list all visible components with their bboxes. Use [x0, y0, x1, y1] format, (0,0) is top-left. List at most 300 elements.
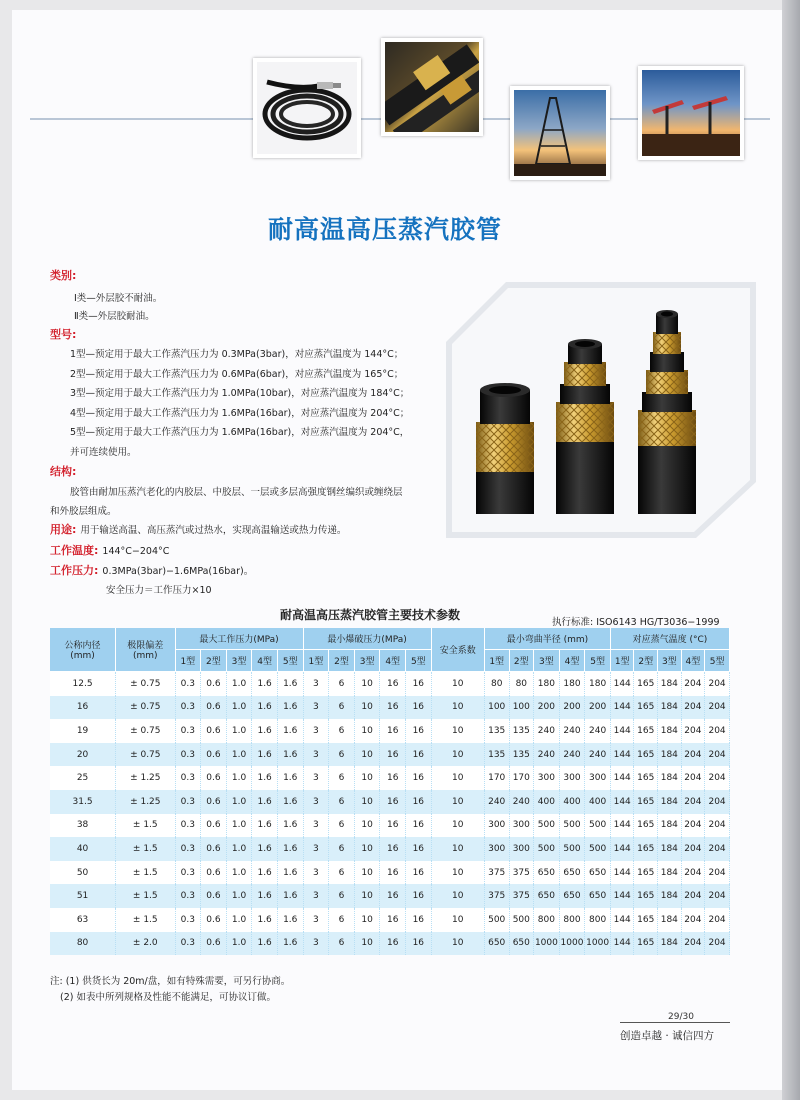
- category-item: Ⅱ类—外层胶耐油。: [74, 311, 155, 322]
- table-cell: 10: [431, 672, 484, 696]
- table-cell: 10: [354, 908, 380, 932]
- table-header-row: [50, 628, 730, 650]
- table-cell: 240: [484, 790, 509, 814]
- table-cell: 165: [634, 814, 658, 838]
- table-cell: 144: [610, 837, 634, 861]
- category-item: Ⅰ类—外层胶不耐油。: [74, 293, 163, 304]
- table-cell: 10: [354, 696, 380, 720]
- table-cell: 10: [431, 861, 484, 885]
- type-header: 3型: [226, 650, 252, 672]
- table-cell: 144: [610, 932, 634, 956]
- table-cell: 63: [50, 908, 116, 932]
- table-cell: 0.6: [201, 884, 227, 908]
- table-cell: 204: [705, 837, 730, 861]
- table-cell: 300: [484, 837, 509, 861]
- model-item: 5型—预定用于最大工作蒸汽压力为 1.6MPa(16bar)，对应蒸汽温度为 204°C，: [70, 427, 410, 438]
- table-cell: 0.3: [175, 719, 201, 743]
- type-header: 3型: [534, 650, 560, 672]
- table-cell: 50: [50, 861, 116, 885]
- table-cell: 135: [484, 743, 509, 767]
- model-item: 1型—预定用于最大工作蒸汽压力为 0.3MPa(3bar)，对应蒸汽温度为 144°C；: [70, 349, 404, 360]
- table-cell: 3: [303, 790, 329, 814]
- hose-product-image: [446, 282, 756, 538]
- table-cell: 240: [509, 790, 534, 814]
- table-cell: 1.6: [252, 861, 278, 885]
- table-cell: 80: [484, 672, 509, 696]
- bend-radius-header: 最小弯曲半径 (mm): [484, 628, 610, 650]
- table-cell: 375: [484, 884, 509, 908]
- table-cell: 1.0: [226, 908, 252, 932]
- table-cell: 16: [380, 696, 406, 720]
- table-cell: 204: [705, 743, 730, 767]
- table-cell: 1.0: [226, 884, 252, 908]
- table-cell: 1000: [585, 932, 611, 956]
- table-cell: 500: [559, 837, 585, 861]
- table-cell: 1.0: [226, 766, 252, 790]
- table-cell: 16: [406, 790, 432, 814]
- table-cell: 204: [681, 766, 705, 790]
- table-cell: 1.6: [252, 790, 278, 814]
- table-cell: 16: [406, 861, 432, 885]
- table-cell: 500: [484, 908, 509, 932]
- table-cell: 200: [534, 696, 560, 720]
- table-cell: 0.3: [175, 696, 201, 720]
- table-cell: 165: [634, 672, 658, 696]
- table-cell: 1.6: [252, 814, 278, 838]
- table-cell: 16: [406, 766, 432, 790]
- safety-factor-header: 安全系数: [431, 628, 484, 672]
- table-cell: 500: [509, 908, 534, 932]
- table-cell: ± 1.5: [116, 908, 175, 932]
- table-cell: 16: [380, 719, 406, 743]
- table-cell: 144: [610, 861, 634, 885]
- table-cell: 165: [634, 766, 658, 790]
- table-cell: 184: [658, 696, 682, 720]
- table-row: [50, 766, 730, 790]
- table-cell: 400: [534, 790, 560, 814]
- table-cell: 1.6: [277, 837, 303, 861]
- table-cell: 400: [585, 790, 611, 814]
- pump-jacks-photo: [638, 66, 744, 160]
- category-heading: 类别:: [50, 269, 77, 282]
- table-cell: 1000: [559, 932, 585, 956]
- footer-slogan: 创造卓越 · 诚信四方: [620, 1030, 715, 1042]
- table-cell: 16: [406, 884, 432, 908]
- type-header: 1型: [610, 650, 634, 672]
- type-header: 2型: [509, 650, 534, 672]
- table-cell: 300: [509, 814, 534, 838]
- table-cell: 204: [705, 884, 730, 908]
- table-cell: 204: [681, 790, 705, 814]
- type-header: 1型: [484, 650, 509, 672]
- table-cell: 165: [634, 743, 658, 767]
- table-cell: 165: [634, 719, 658, 743]
- table-cell: 240: [585, 719, 611, 743]
- table-cell: 10: [354, 790, 380, 814]
- table-cell: 10: [431, 908, 484, 932]
- table-cell: 16: [406, 719, 432, 743]
- table-cell: 10: [431, 884, 484, 908]
- table-cell: 16: [406, 814, 432, 838]
- table-cell: 165: [634, 696, 658, 720]
- table-cell: 0.6: [201, 790, 227, 814]
- table-cell: 204: [705, 908, 730, 932]
- table-cell: 200: [559, 696, 585, 720]
- table-cell: 1.6: [252, 719, 278, 743]
- table-cell: ± 0.75: [116, 672, 175, 696]
- table-cell: 6: [329, 814, 355, 838]
- table-cell: 6: [329, 719, 355, 743]
- table-cell: 184: [658, 932, 682, 956]
- table-cell: 300: [534, 766, 560, 790]
- table-cell: 204: [705, 861, 730, 885]
- table-cell: 1.0: [226, 790, 252, 814]
- table-cell: 1.0: [226, 672, 252, 696]
- table-cell: 300: [509, 837, 534, 861]
- type-header: 2型: [634, 650, 658, 672]
- table-cell: 800: [585, 908, 611, 932]
- table-cell: 1.6: [277, 766, 303, 790]
- table-cell: 16: [380, 790, 406, 814]
- tolerance-header-unit: (mm): [133, 651, 158, 661]
- safety-pressure-text: 安全压力＝工作压力×10: [106, 585, 212, 596]
- pressure-heading: [50, 562, 253, 578]
- pressure-label: 工作压力:: [50, 564, 99, 577]
- table-cell: 1.0: [226, 814, 252, 838]
- table-cell: 1.0: [226, 932, 252, 956]
- table-cell: 144: [610, 790, 634, 814]
- table-cell: 1.0: [226, 743, 252, 767]
- table-cell: 1.6: [252, 908, 278, 932]
- table-cell: 650: [559, 884, 585, 908]
- table-cell: 375: [509, 884, 534, 908]
- table-cell: 0.6: [201, 814, 227, 838]
- binding-edge: [782, 0, 800, 1100]
- type-header: 4型: [681, 650, 705, 672]
- table-cell: 184: [658, 790, 682, 814]
- hose-fittings-photo: [381, 38, 483, 136]
- table-cell: 170: [509, 766, 534, 790]
- table-cell: 6: [329, 837, 355, 861]
- table-cell: 0.3: [175, 932, 201, 956]
- table-cell: 165: [634, 884, 658, 908]
- type-header: 5型: [585, 650, 611, 672]
- table-cell: 10: [431, 932, 484, 956]
- table-cell: 184: [658, 837, 682, 861]
- table-cell: 3: [303, 837, 329, 861]
- table-cell: 10: [354, 766, 380, 790]
- table-cell: 3: [303, 766, 329, 790]
- table-cell: ± 1.25: [116, 790, 175, 814]
- table-cell: 1.6: [277, 719, 303, 743]
- footer-rule: [620, 1022, 730, 1023]
- table-cell: 144: [610, 696, 634, 720]
- table-cell: 165: [634, 932, 658, 956]
- table-cell: 184: [658, 814, 682, 838]
- table-cell: 3: [303, 696, 329, 720]
- table-cell: 16: [406, 932, 432, 956]
- table-cell: 650: [585, 861, 611, 885]
- dn-header-label: 公称内径: [64, 641, 101, 651]
- structure-heading: 结构:: [50, 465, 77, 478]
- table-cell: 40: [50, 837, 116, 861]
- table-cell: 204: [705, 766, 730, 790]
- table-cell: 0.3: [175, 743, 201, 767]
- table-cell: 165: [634, 837, 658, 861]
- usage-label: 用途:: [50, 523, 77, 536]
- table-cell: 10: [354, 861, 380, 885]
- table-cell: 300: [585, 766, 611, 790]
- table-cell: 1.6: [252, 672, 278, 696]
- table-cell: 1.6: [277, 861, 303, 885]
- table-cell: 204: [705, 932, 730, 956]
- table-cell: 0.3: [175, 908, 201, 932]
- table-cell: 204: [681, 932, 705, 956]
- table-cell: 16: [380, 861, 406, 885]
- table-cell: 1.0: [226, 837, 252, 861]
- note-line: 注: (1) 供货长为 20m/盘，如有特殊需要，可另行协商。: [50, 976, 291, 987]
- table-cell: 144: [610, 908, 634, 932]
- table-cell: 180: [559, 672, 585, 696]
- table-cell: 800: [559, 908, 585, 932]
- table-cell: 0.6: [201, 719, 227, 743]
- table-cell: 16: [406, 672, 432, 696]
- table-cell: 0.3: [175, 884, 201, 908]
- table-cell: 6: [329, 932, 355, 956]
- table-cell: 650: [534, 884, 560, 908]
- table-cell: 200: [585, 696, 611, 720]
- table-cell: 16: [50, 696, 116, 720]
- table-cell: 20: [50, 743, 116, 767]
- table-cell: 170: [484, 766, 509, 790]
- table-cell: 204: [681, 696, 705, 720]
- drilling-rig-photo: [510, 86, 610, 180]
- standard-text: 执行标准: ISO6143 HG/T3036−1999: [552, 617, 720, 628]
- table-cell: 240: [559, 743, 585, 767]
- table-cell: 0.6: [201, 743, 227, 767]
- table-cell: 144: [610, 814, 634, 838]
- table-cell: ± 1.5: [116, 861, 175, 885]
- table-cell: 10: [354, 672, 380, 696]
- dn-header: [50, 628, 116, 672]
- type-header: 5型: [406, 650, 432, 672]
- table-cell: 650: [559, 861, 585, 885]
- table-cell: 204: [681, 884, 705, 908]
- table-cell: 10: [431, 814, 484, 838]
- table-cell: 3: [303, 719, 329, 743]
- table-cell: ± 2.0: [116, 932, 175, 956]
- table-cell: 38: [50, 814, 116, 838]
- table-cell: 500: [534, 837, 560, 861]
- table-cell: 180: [534, 672, 560, 696]
- table-cell: 204: [705, 719, 730, 743]
- table-cell: 3: [303, 672, 329, 696]
- table-cell: 1.0: [226, 696, 252, 720]
- table-cell: 0.6: [201, 696, 227, 720]
- table-cell: 1.6: [277, 790, 303, 814]
- table-cell: 0.6: [201, 766, 227, 790]
- table-cell: 500: [534, 814, 560, 838]
- table-cell: 31.5: [50, 790, 116, 814]
- page-number: 29/30: [668, 1012, 694, 1022]
- table-cell: 375: [484, 861, 509, 885]
- table-cell: 3: [303, 884, 329, 908]
- table-cell: 650: [585, 884, 611, 908]
- type-header: 3型: [354, 650, 380, 672]
- table-cell: 1.6: [277, 814, 303, 838]
- table-cell: 10: [354, 743, 380, 767]
- table-cell: 1.6: [277, 672, 303, 696]
- table-cell: 1.6: [252, 837, 278, 861]
- table-cell: 184: [658, 861, 682, 885]
- table-cell: 1000: [534, 932, 560, 956]
- table-cell: ± 1.5: [116, 884, 175, 908]
- table-row: [50, 743, 730, 767]
- table-cell: 19: [50, 719, 116, 743]
- table-cell: 300: [559, 766, 585, 790]
- table-cell: 80: [50, 932, 116, 956]
- table-cell: 6: [329, 696, 355, 720]
- temperature-label: 工作温度:: [50, 544, 99, 557]
- table-cell: ± 0.75: [116, 743, 175, 767]
- spec-table: [50, 628, 730, 955]
- table-cell: 184: [658, 719, 682, 743]
- table-cell: 16: [380, 932, 406, 956]
- table-cell: 10: [354, 932, 380, 956]
- table-cell: 180: [585, 672, 611, 696]
- tolerance-header-label: 极限偏差: [127, 641, 164, 651]
- table-cell: 10: [354, 884, 380, 908]
- table-cell: 1.6: [277, 743, 303, 767]
- model-heading: 型号:: [50, 328, 77, 341]
- type-header: 5型: [705, 650, 730, 672]
- type-header: 4型: [380, 650, 406, 672]
- notes: [50, 974, 290, 1006]
- pressure-text: 0.3MPa(3bar)−1.6MPa(16bar)。: [102, 566, 254, 577]
- table-cell: 135: [509, 719, 534, 743]
- table-cell: 51: [50, 884, 116, 908]
- table-cell: 1.0: [226, 861, 252, 885]
- table-cell: 300: [484, 814, 509, 838]
- table-row: [50, 719, 730, 743]
- table-cell: 10: [431, 790, 484, 814]
- table-cell: 6: [329, 908, 355, 932]
- table-cell: 10: [431, 743, 484, 767]
- table-row: [50, 696, 730, 720]
- table-cell: 204: [681, 672, 705, 696]
- usage-text: 用于输送高温、高压蒸汽或过热水，实现高温输送或热力传递。: [80, 525, 347, 536]
- temperature-text: 144°C−204°C: [102, 546, 170, 557]
- table-cell: 240: [559, 719, 585, 743]
- table-cell: 0.3: [175, 837, 201, 861]
- table-cell: 1.6: [277, 696, 303, 720]
- table-row: [50, 790, 730, 814]
- table-cell: 3: [303, 814, 329, 838]
- table-cell: 10: [354, 837, 380, 861]
- model-item: 3型—预定用于最大工作蒸汽压力为 1.0MPa(10bar)，对应蒸汽温度为 184°C；: [70, 388, 410, 399]
- table-cell: 204: [681, 908, 705, 932]
- type-header: 1型: [175, 650, 201, 672]
- table-cell: 0.3: [175, 672, 201, 696]
- table-cell: 16: [380, 884, 406, 908]
- table-cell: 0.6: [201, 672, 227, 696]
- table-cell: 184: [658, 766, 682, 790]
- table-cell: ± 0.75: [116, 696, 175, 720]
- table-cell: 0.3: [175, 790, 201, 814]
- table-cell: 3: [303, 861, 329, 885]
- table-cell: 240: [534, 719, 560, 743]
- table-cell: ± 1.5: [116, 837, 175, 861]
- table-cell: 16: [380, 743, 406, 767]
- table-cell: 6: [329, 766, 355, 790]
- table-cell: 165: [634, 908, 658, 932]
- table-cell: 0.6: [201, 861, 227, 885]
- table-cell: 204: [681, 814, 705, 838]
- table-cell: 204: [705, 790, 730, 814]
- table-cell: 184: [658, 884, 682, 908]
- table-cell: 16: [406, 908, 432, 932]
- table-cell: 3: [303, 743, 329, 767]
- table-cell: 184: [658, 743, 682, 767]
- table-cell: 204: [681, 837, 705, 861]
- table-cell: 0.6: [201, 932, 227, 956]
- table-cell: 1.6: [252, 743, 278, 767]
- table-cell: 3: [303, 932, 329, 956]
- table-cell: 500: [585, 814, 611, 838]
- table-cell: 144: [610, 884, 634, 908]
- table-cell: 375: [509, 861, 534, 885]
- table-cell: ± 0.75: [116, 719, 175, 743]
- table-row: [50, 837, 730, 861]
- table-cell: 800: [534, 908, 560, 932]
- table-cell: 10: [431, 719, 484, 743]
- type-header: 1型: [303, 650, 329, 672]
- model-item-continued: 并可连续使用。: [70, 447, 137, 458]
- model-item: 2型—预定用于最大工作蒸汽压力为 0.6MPa(6bar)，对应蒸汽温度为 165°C；: [70, 369, 404, 380]
- table-cell: 1.6: [252, 884, 278, 908]
- table-cell: 400: [559, 790, 585, 814]
- temperature-heading: [50, 542, 169, 558]
- work-pressure-header: 最大工作压力(MPa): [175, 628, 303, 650]
- table-cell: 10: [431, 837, 484, 861]
- table-cell: 16: [406, 696, 432, 720]
- table-cell: 165: [634, 790, 658, 814]
- type-header: 4型: [559, 650, 585, 672]
- table-cell: 144: [610, 719, 634, 743]
- table-row: [50, 672, 730, 696]
- model-item: 4型—预定用于最大工作蒸汽压力为 1.6MPa(16bar)，对应蒸汽温度为 204°C；: [70, 408, 410, 419]
- burst-pressure-header: 最小爆破压力(MPa): [303, 628, 431, 650]
- table-cell: 144: [610, 672, 634, 696]
- table-row: [50, 884, 730, 908]
- type-header: 2型: [329, 650, 355, 672]
- table-cell: 135: [484, 719, 509, 743]
- structure-text-continued: 和外胶层组成。: [50, 506, 117, 517]
- table-cell: 12.5: [50, 672, 116, 696]
- table-cell: 10: [431, 696, 484, 720]
- type-header: 4型: [252, 650, 278, 672]
- table-cell: 10: [354, 814, 380, 838]
- table-cell: 144: [610, 743, 634, 767]
- table-cell: 6: [329, 884, 355, 908]
- table-cell: 204: [705, 672, 730, 696]
- table-cell: 0.3: [175, 861, 201, 885]
- table-cell: 500: [585, 837, 611, 861]
- table-row: [50, 932, 730, 956]
- table-cell: 0.6: [201, 908, 227, 932]
- table-cell: 1.6: [277, 908, 303, 932]
- table-cell: 16: [406, 837, 432, 861]
